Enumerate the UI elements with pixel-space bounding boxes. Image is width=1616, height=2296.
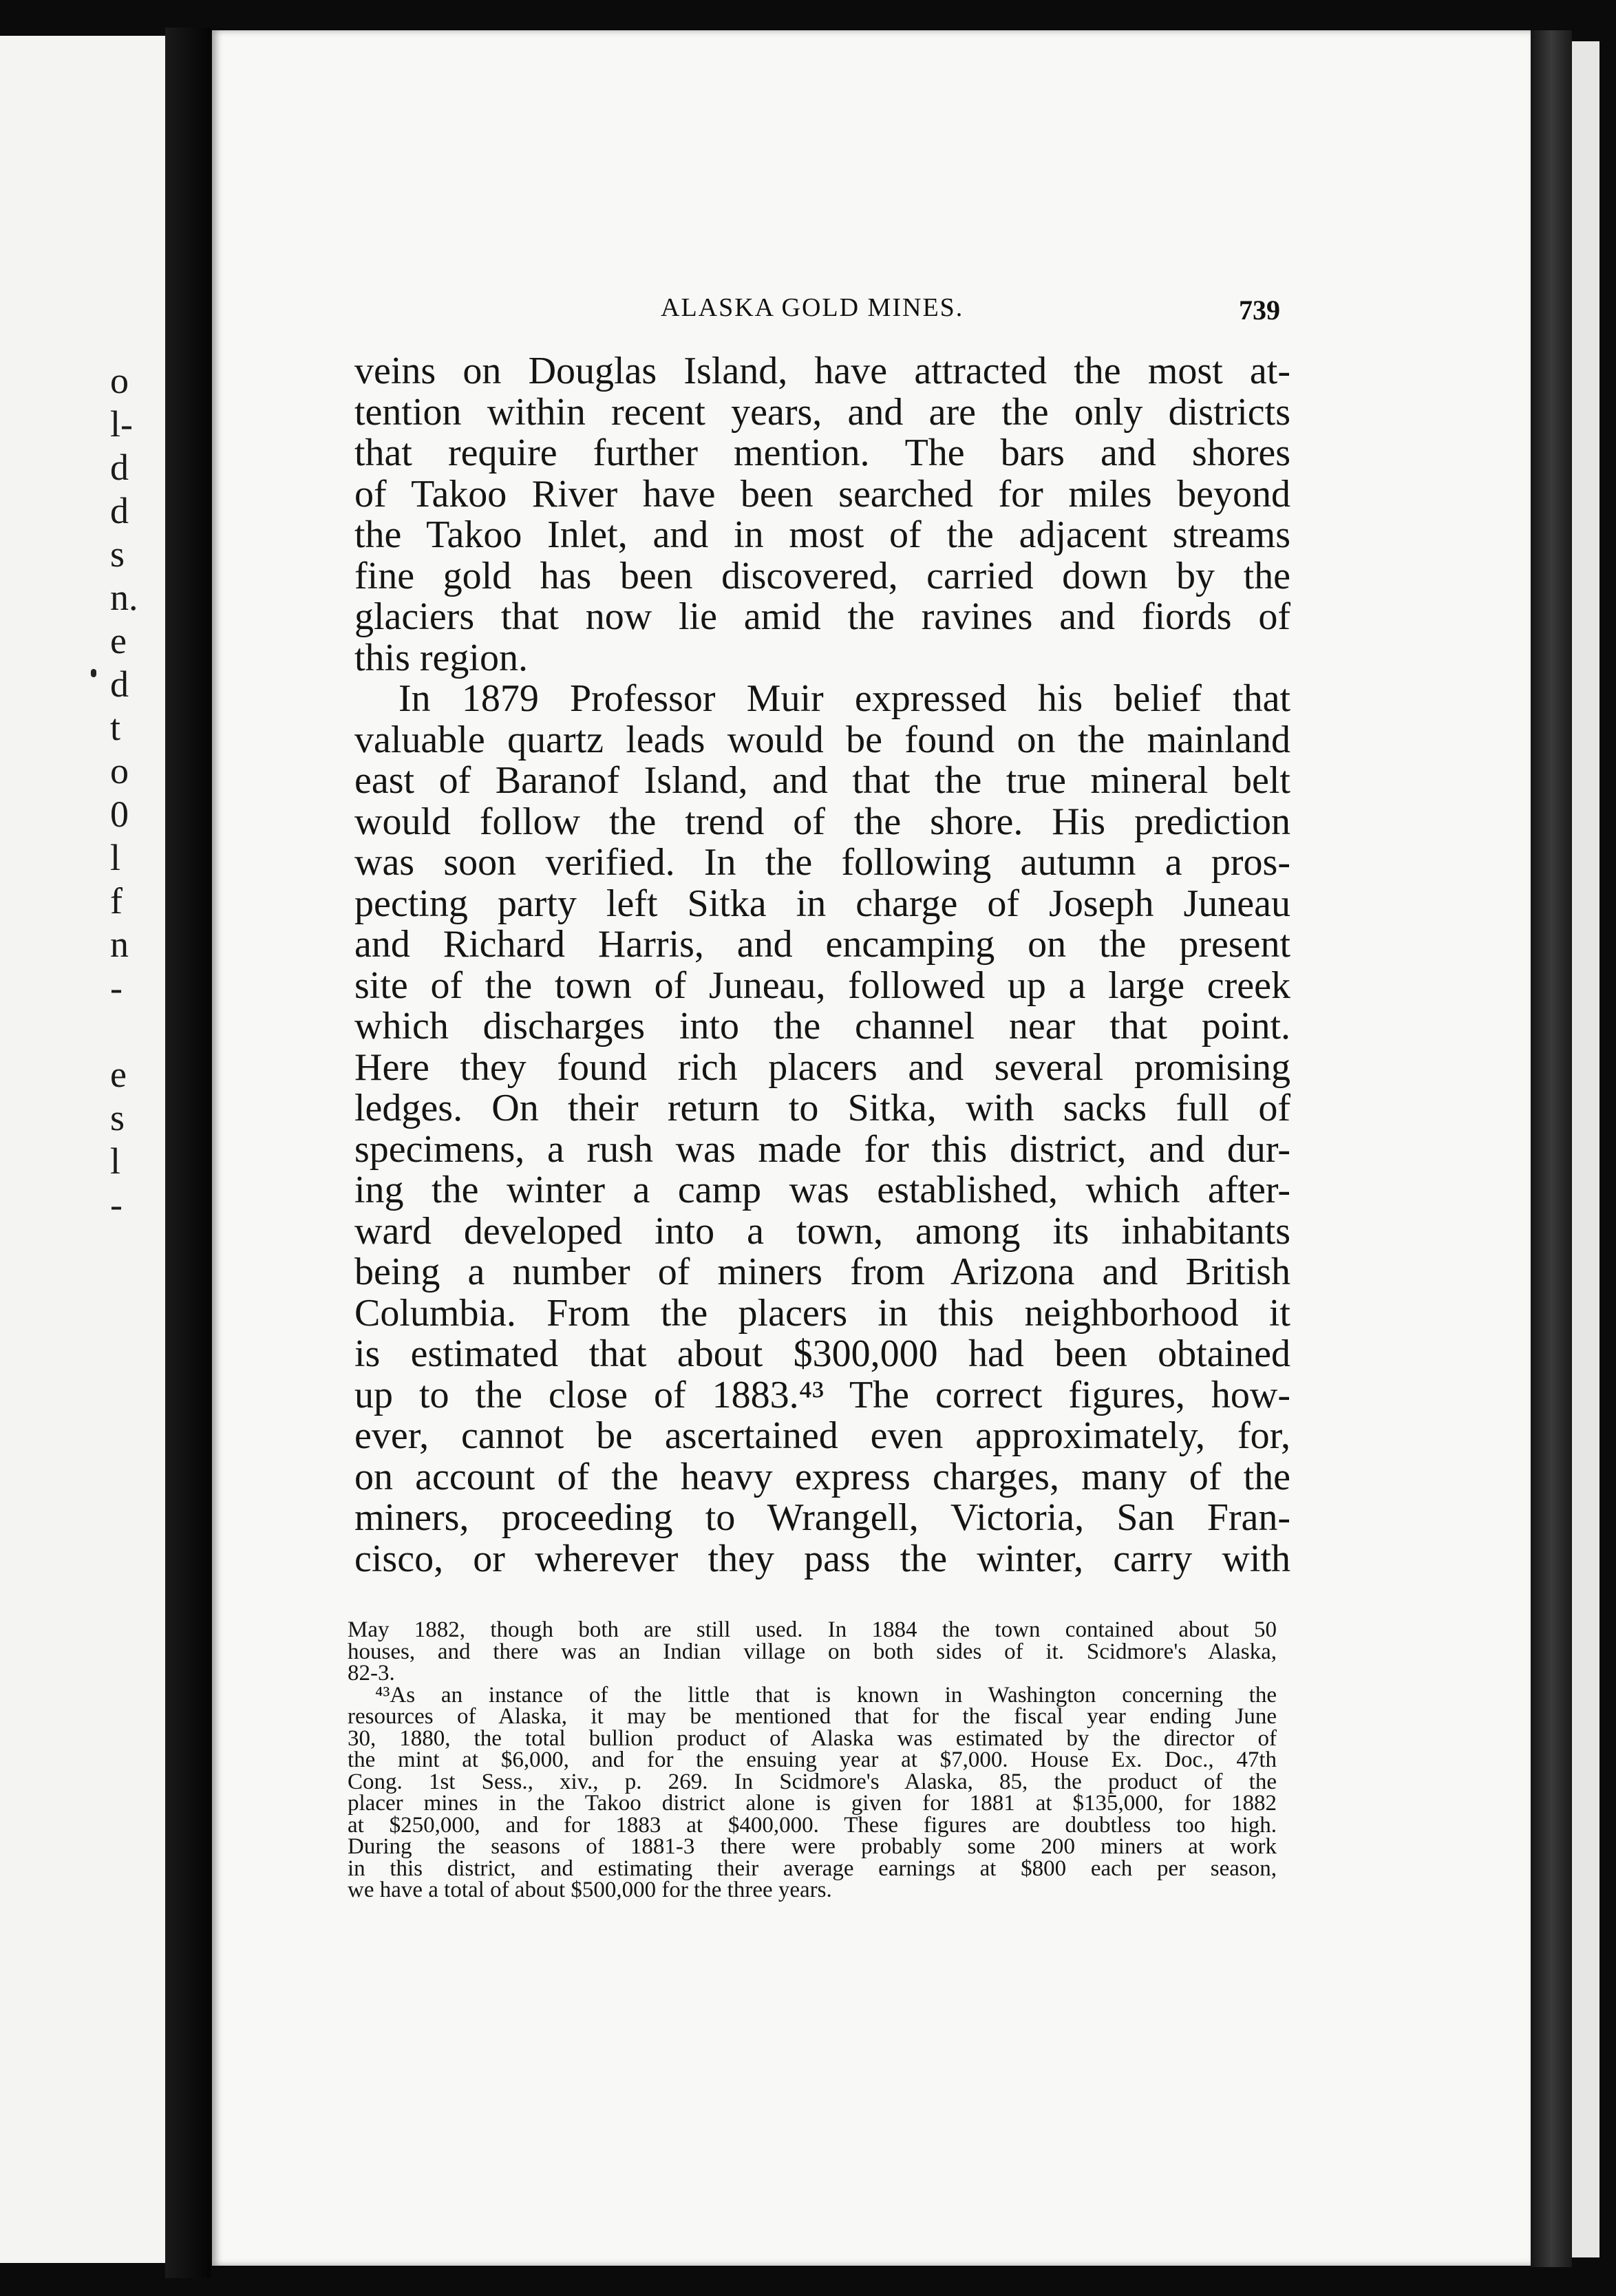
facing-page-glyph: 0 bbox=[110, 794, 129, 835]
footnote-line: Cong. 1st Sess., xiv., p. 269. In Scidmore's Alaska, 85, the product of the bbox=[348, 1769, 1277, 1794]
footnote-line: ⁴³As an instance of the little that is known in Washington concerning the bbox=[375, 1682, 1277, 1708]
body-line: ledges. On their return to Sitka, with sacks full of bbox=[354, 1087, 1290, 1129]
body-line: ever, cannot be ascertained even approximately, for, bbox=[354, 1414, 1290, 1457]
body-line: ward developed into a town, among its inhabitants bbox=[354, 1209, 1290, 1253]
facing-page-glyph: - bbox=[110, 967, 123, 1008]
body-line: pecting party left Sitka in charge of Joseph Juneau bbox=[354, 882, 1290, 925]
facing-page-glyph: f bbox=[110, 880, 123, 922]
body-line: specimens, a rush was made for this district, and dur- bbox=[354, 1127, 1290, 1171]
running-title: ALASKA GOLD MINES. bbox=[661, 293, 964, 322]
body-line: which discharges into the channel near that point. bbox=[354, 1005, 1290, 1048]
body-line: would follow the trend of the shore. His prediction bbox=[354, 800, 1290, 843]
page-edge bbox=[1572, 41, 1599, 2257]
body-line: on account of the heavy express charges, many of the bbox=[354, 1455, 1290, 1498]
facing-page-glyph: l bbox=[110, 837, 121, 878]
footnote-line: we have a total of about $500,000 for the three years. bbox=[348, 1878, 832, 1902]
facing-page-glyph: n. bbox=[110, 577, 138, 618]
facing-page-glyph: d bbox=[110, 663, 129, 705]
facing-page-glyph: d bbox=[110, 490, 129, 531]
facing-page-glyph: - bbox=[110, 1184, 123, 1225]
page-edge-shadow bbox=[1531, 30, 1572, 2267]
body-line: of Takoo River have been searched for miles beyond bbox=[354, 472, 1290, 515]
body-line: miners, proceeding to Wrangell, Victoria, San Fran- bbox=[354, 1496, 1290, 1539]
facing-page-glyph: l- bbox=[110, 403, 133, 445]
body-line: tention within recent years, and are the only districts bbox=[354, 390, 1290, 434]
page-number: 739 bbox=[1239, 295, 1280, 326]
body-line: Here they found rich placers and several promising bbox=[354, 1045, 1290, 1089]
facing-page-glyph: t bbox=[110, 707, 121, 748]
facing-page-glyph bbox=[110, 1010, 165, 1053]
body-text bbox=[354, 351, 1290, 1580]
body-line: cisco, or wherever they pass the winter, carry with bbox=[354, 1537, 1290, 1580]
body-line: east of Baranof Island, and that the true mineral belt bbox=[354, 759, 1290, 802]
footnotes bbox=[348, 1619, 1277, 1902]
body-line: veins on Douglas Island, have attracted the most at- bbox=[354, 350, 1290, 392]
footnote-line: May 1882, though both are still used. In 1884 the town contained about 50 bbox=[348, 1617, 1277, 1642]
footnote-line: During the seasons of 1881-3 there were probably some 200 miners at work bbox=[348, 1834, 1277, 1859]
facing-page-glyph: s bbox=[110, 533, 125, 575]
facing-page-glyph: e bbox=[110, 620, 127, 661]
ink-speck bbox=[91, 669, 96, 677]
body-line: glaciers that now lie amid the ravines and fiords of bbox=[354, 595, 1290, 638]
body-line: site of the town of Juneau, followed up a large creek bbox=[354, 964, 1290, 1007]
body-line: that require further mention. The bars and shores bbox=[354, 432, 1290, 474]
body-line: Columbia. From the placers in this neighborhood it bbox=[354, 1291, 1290, 1335]
body-line: this region. bbox=[354, 636, 528, 679]
body-line: the Takoo Inlet, and in most of the adjacent streams bbox=[354, 513, 1290, 556]
facing-page-glyph: e bbox=[110, 1054, 127, 1095]
facing-page-glyph: n bbox=[110, 924, 129, 965]
body-line: being a number of miners from Arizona and British bbox=[354, 1251, 1290, 1293]
footnote-line: in this district, and estimating their average earnings at $800 each per season, bbox=[348, 1856, 1277, 1881]
body-line: fine gold has been discovered, carried down by the bbox=[354, 554, 1290, 597]
body-line: was soon verified. In the following autumn a pros- bbox=[354, 841, 1290, 884]
facing-page-text-fragment bbox=[110, 359, 165, 1226]
facing-page-glyph: o bbox=[110, 360, 129, 401]
footnote-line: the mint at $6,000, and for the ensuing year at $7,000. House Ex. Doc., 47th bbox=[348, 1747, 1277, 1772]
footnote-line: resources of Alaska, it may be mentioned that for the fiscal year ending June bbox=[348, 1704, 1277, 1729]
footnote-line: houses, and there was an Indian village on both sides of it. Scidmore's Alaska, bbox=[348, 1639, 1277, 1664]
footnote-line: placer mines in the Takoo district alone is given for 1881 at $135,000, for 1882 bbox=[348, 1791, 1277, 1816]
footnote-line: at $250,000, and for 1883 at $400,000. These figures are doubtless too high. bbox=[348, 1812, 1277, 1838]
body-line: ing the winter a camp was established, which after- bbox=[354, 1169, 1290, 1211]
facing-page-glyph: s bbox=[110, 1097, 125, 1138]
book-gutter bbox=[165, 28, 211, 2278]
footnote-line: 30, 1880, the total bullion product of Alaska was estimated by the director of bbox=[348, 1725, 1277, 1751]
facing-page-glyph: d bbox=[110, 447, 129, 488]
body-line: and Richard Harris, and encamping on the present bbox=[354, 923, 1290, 966]
facing-page bbox=[0, 36, 165, 2263]
body-line: valuable quartz leads would be found on the mainland bbox=[354, 718, 1290, 761]
facing-page-glyph: l bbox=[110, 1140, 121, 1182]
body-line: up to the close of 1883.⁴³ The correct figures, how- bbox=[354, 1373, 1290, 1416]
facing-page-glyph: o bbox=[110, 750, 129, 791]
body-line: In 1879 Professor Muir expressed his belief that bbox=[398, 677, 1290, 720]
footnote-line: 82-3. bbox=[348, 1661, 395, 1686]
body-line: is estimated that about $300,000 had been obtained bbox=[354, 1332, 1290, 1375]
